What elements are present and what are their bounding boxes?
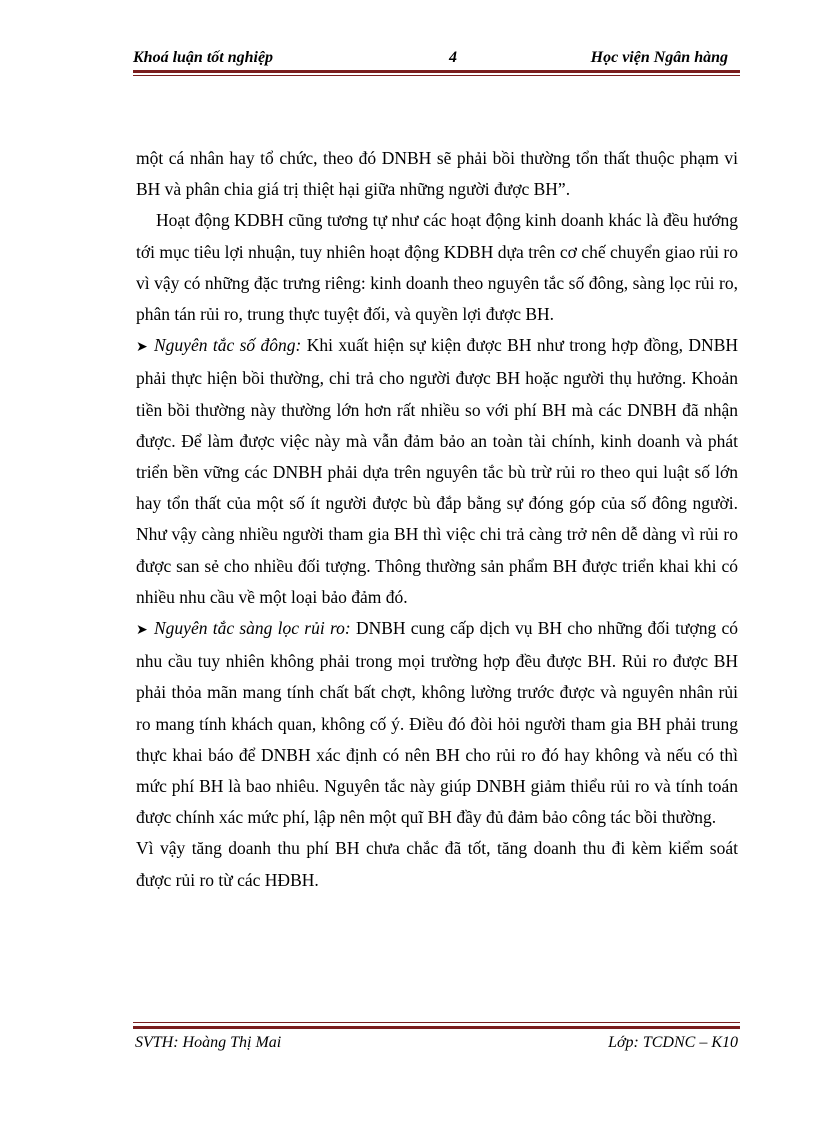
paragraph-continuation: một cá nhân hay tổ chức, theo đó DNBH sẽ phải bồi thường tổn thất thuộc phạm vi BH và phân chia giá trị thiệt hại giữa những người được BH”. bbox=[136, 148, 738, 200]
footer-rule-thin bbox=[133, 1022, 740, 1023]
header-institution: Học viện Ngân hàng bbox=[590, 49, 728, 66]
arrow-bullet-icon: ➤ bbox=[136, 623, 148, 639]
bullet-sang-loc-text: DNBH cung cấp dịch vụ BH cho những đối tượng có nhu cầu tuy nhiên không phải trong mọi trường hợp đều được BH. Rủi ro được BH phải thỏa mãn mang tính chất bất chợt, không lường trước được và nguyên nhân rủi ro mang tính khách quan, không cố ý. Điều đó đòi hỏi người tham gia BH phải trung thực khai báo để DNBH xác định có nên BH cho rủi ro đó hay không và nếu có thì mức phí BH là bao nhiêu. Nguyên tắc này giúp DNBH giảm thiểu rủi ro và tính toán được chính xác mức phí, lập nên một quĩ BH đầy đủ đảm bảo công tác bồi thường. bbox=[136, 618, 738, 828]
arrow-bullet-icon: ➤ bbox=[136, 340, 148, 356]
body-text bbox=[136, 143, 738, 896]
page-footer bbox=[133, 1034, 740, 1056]
paragraph-kdbh: Hoạt động KDBH cũng tương tự như các hoạt động kinh doanh khác là đều hướng tới mục tiêu lợi nhuận, tuy nhiên hoạt động KDBH dựa trên cơ chế chuyển giao rủi ro vì vậy có những đặc trưng riêng: kinh doanh theo nguyên tắc số đông, sàng lọc rủi ro, phân tán rủi ro, trung thực tuyệt đối, và quyền lợi được BH. bbox=[136, 210, 738, 325]
header-page-number: 4 bbox=[449, 49, 457, 66]
page-header bbox=[133, 49, 740, 69]
bullet-so-dong bbox=[136, 330, 738, 613]
header-rule-thin bbox=[133, 75, 740, 76]
footer-rule-thick bbox=[133, 1026, 740, 1029]
bullet-so-dong-title: Nguyên tắc số đông: bbox=[154, 335, 302, 356]
footer-class: Lớp: TCDNC – K10 bbox=[608, 1034, 738, 1051]
paragraph-conclusion: Vì vậy tăng doanh thu phí BH chưa chắc đã tốt, tăng doanh thu đi kèm kiểm soát được rủi ro từ các HĐBH. bbox=[136, 838, 738, 890]
bullet-so-dong-text: Khi xuất hiện sự kiện được BH như trong hợp đồng, DNBH phải thực hiện bồi thường, chi trả cho người được BH hoặc người thụ hưởng. Khoản tiền bồi thường này thường lớn hơn rất nhiều so với phí BH mà các DNBH đã nhận được. Để làm được việc này mà vẫn đảm bảo an toàn tài chính, kinh doanh và phát triển bền vững các DNBH phải dựa trên nguyên tắc bù trừ rủi ro theo qui luật số lớn hay tổn thất của một số ít người được bù đắp bằng sự đóng góp của số đông người. Như vậy càng nhiều người tham gia BH thì việc chi trả càng trở nên dễ dàng vì rủi ro được san sẻ cho nhiều đối tượng. Thông thường sản phẩm BH được triển khai khi có nhiều nhu cầu về một loại bảo đảm đó. bbox=[136, 335, 738, 607]
bullet-sang-loc-title: Nguyên tắc sàng lọc rủi ro: bbox=[154, 618, 351, 639]
bullet-sang-loc bbox=[136, 613, 738, 833]
header-rule-thick bbox=[133, 70, 740, 73]
footer-student: SVTH: Hoàng Thị Mai bbox=[135, 1034, 282, 1051]
header-thesis-title: Khoá luận tốt nghiệp bbox=[133, 49, 274, 66]
